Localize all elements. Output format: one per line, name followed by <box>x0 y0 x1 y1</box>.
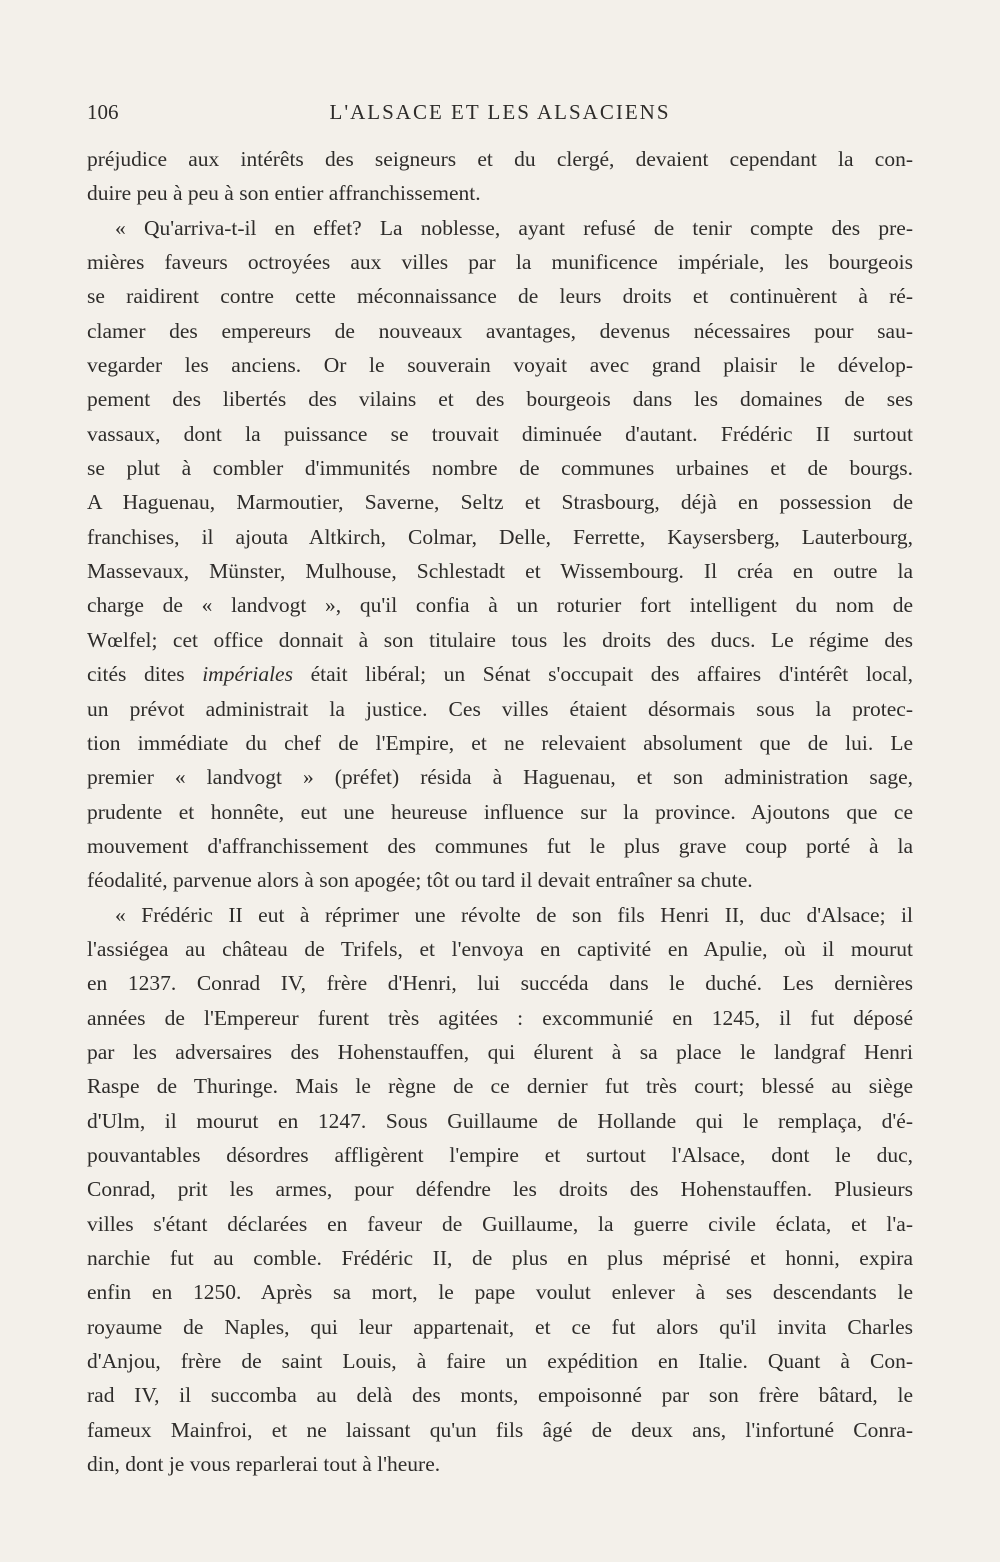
text-line: Wœlfel; cet office donnait à son titulaire tous les droits des ducs. Le régime des <box>87 627 913 652</box>
text-line: tion immédiate du chef de l'Empire, et ne relevaient absolument que de lui. Le <box>87 730 913 755</box>
running-head <box>87 100 913 130</box>
text-line: préjudice aux intérêts des seigneurs et du clergé, devaient cependant la con- <box>87 147 913 171</box>
text-line: Raspe de Thuringe. Mais le règne de ce dernier fut très court; blessé au siège <box>87 1074 913 1099</box>
text-line: rad IV, il succomba au delà des monts, empoisonné par son frère bâtard, le <box>87 1383 913 1408</box>
text-line: vegarder les anciens. Or le souverain voyait avec grand plaisir le dévelop- <box>87 353 913 378</box>
text-line: « Qu'arriva-t-il en effet? La noblesse, ayant refusé de tenir compte des pre- <box>115 215 913 240</box>
text-line: duire peu à peu à son entier affranchissement. <box>87 181 481 206</box>
text-line: années de l'Empereur furent très agitées : excommunié en 1245, il fut déposé <box>87 1005 913 1030</box>
text-line: pouvantables désordres affligèrent l'empire et surtout l'Alsace, dont le duc, <box>87 1142 913 1167</box>
text-line: narchie fut au comble. Frédéric II, de plus en plus méprisé et honni, expira <box>87 1246 913 1270</box>
text-line: din, dont je vous reparlerai tout à l'heure. <box>87 1452 441 1477</box>
text-line: par les adversaires des Hohenstauffen, qui élurent à sa place le landgraf Henri <box>87 1039 913 1064</box>
text-line: clamer des empereurs de nouveaux avantages, devenus nécessaires pour sau- <box>87 318 913 343</box>
italic-term: impériales <box>202 662 293 687</box>
text-line: se plut à combler d'immunités nombre de communes urbaines et de bourgs. <box>87 456 913 481</box>
text-line: féodalité, parvenue alors à son apogée; tôt ou tard il devait entraîner sa chute. <box>87 868 753 893</box>
text-line: prudente et honnête, eut une heureuse influence sur la province. Ajoutons que ce <box>87 799 913 824</box>
text-line: A Haguenau, Marmoutier, Saverne, Seltz et Strasbourg, déjà en possession de <box>87 490 913 515</box>
running-title: L'ALSACE ET LES ALSACIENS <box>329 100 671 124</box>
page-number: 106 <box>87 100 119 124</box>
text-line: d'Anjou, frère de saint Louis, à faire un expédition en Italie. Quant à Con- <box>87 1349 913 1374</box>
text-line: pement des libertés des vilains et des bourgeois dans les domaines de ses <box>87 387 913 412</box>
text-line: royaume de Naples, qui leur appartenait, et ce fut alors qu'il invita Charles <box>87 1314 913 1339</box>
text-line: « Frédéric II eut à réprimer une révolte de son fils Henri II, duc d'Alsace; il <box>115 902 913 927</box>
text-line: Massevaux, Münster, Mulhouse, Schlestadt et Wissembourg. Il créa en outre la <box>87 559 913 584</box>
text-line: mouvement d'affranchissement des communes fut le plus grave coup porté à la <box>87 833 913 858</box>
text-line: villes s'étant déclarées en faveur de Guillaume, la guerre civile éclata, et l'a- <box>87 1211 913 1236</box>
body-text <box>87 142 913 1481</box>
text-line: premier « landvogt » (préfet) résida à Haguenau, et son administration sage, <box>87 765 913 790</box>
text-line: vassaux, dont la puissance se trouvait diminuée d'autant. Frédéric II surtout <box>87 421 913 446</box>
text-line: en 1237. Conrad IV, frère d'Henri, lui succéda dans le duché. Les dernières <box>87 971 913 996</box>
text-segment: était libéral; un Sénat s'occupait des affaires d'intérêt local, <box>292 662 913 687</box>
text-line: fameux Mainfroi, et ne laissant qu'un fils âgé de deux ans, l'infortuné Conra- <box>87 1417 913 1442</box>
text-line <box>87 657 913 691</box>
text-line: enfin en 1250. Après sa mort, le pape voulut enlever à ses descendants le <box>87 1280 913 1305</box>
text-line: mières faveurs octroyées aux villes par la munificence impériale, les bourgeois <box>87 250 913 275</box>
text-line: Conrad, prit les armes, pour défendre les droits des Hohenstauffen. Plusieurs <box>87 1177 913 1202</box>
text-line: un prévot administrait la justice. Ces villes étaient désormais sous la protec- <box>87 696 913 721</box>
text-line: d'Ulm, il mourut en 1247. Sous Guillaume de Hollande qui le remplaça, d'é- <box>87 1108 913 1133</box>
text-line: franchises, il ajouta Altkirch, Colmar, Delle, Ferrette, Kaysersberg, Lauterbourg, <box>87 524 913 549</box>
text-line: l'assiégea au château de Trifels, et l'envoya en captivité en Apulie, où il mourut <box>87 936 913 961</box>
text-line: se raidirent contre cette méconnaissance de leurs droits et continuèrent à ré- <box>87 284 913 309</box>
text-segment: cités dites <box>87 662 203 687</box>
text-line: charge de « landvogt », qu'il confia à un roturier fort intelligent du nom de <box>87 593 913 618</box>
